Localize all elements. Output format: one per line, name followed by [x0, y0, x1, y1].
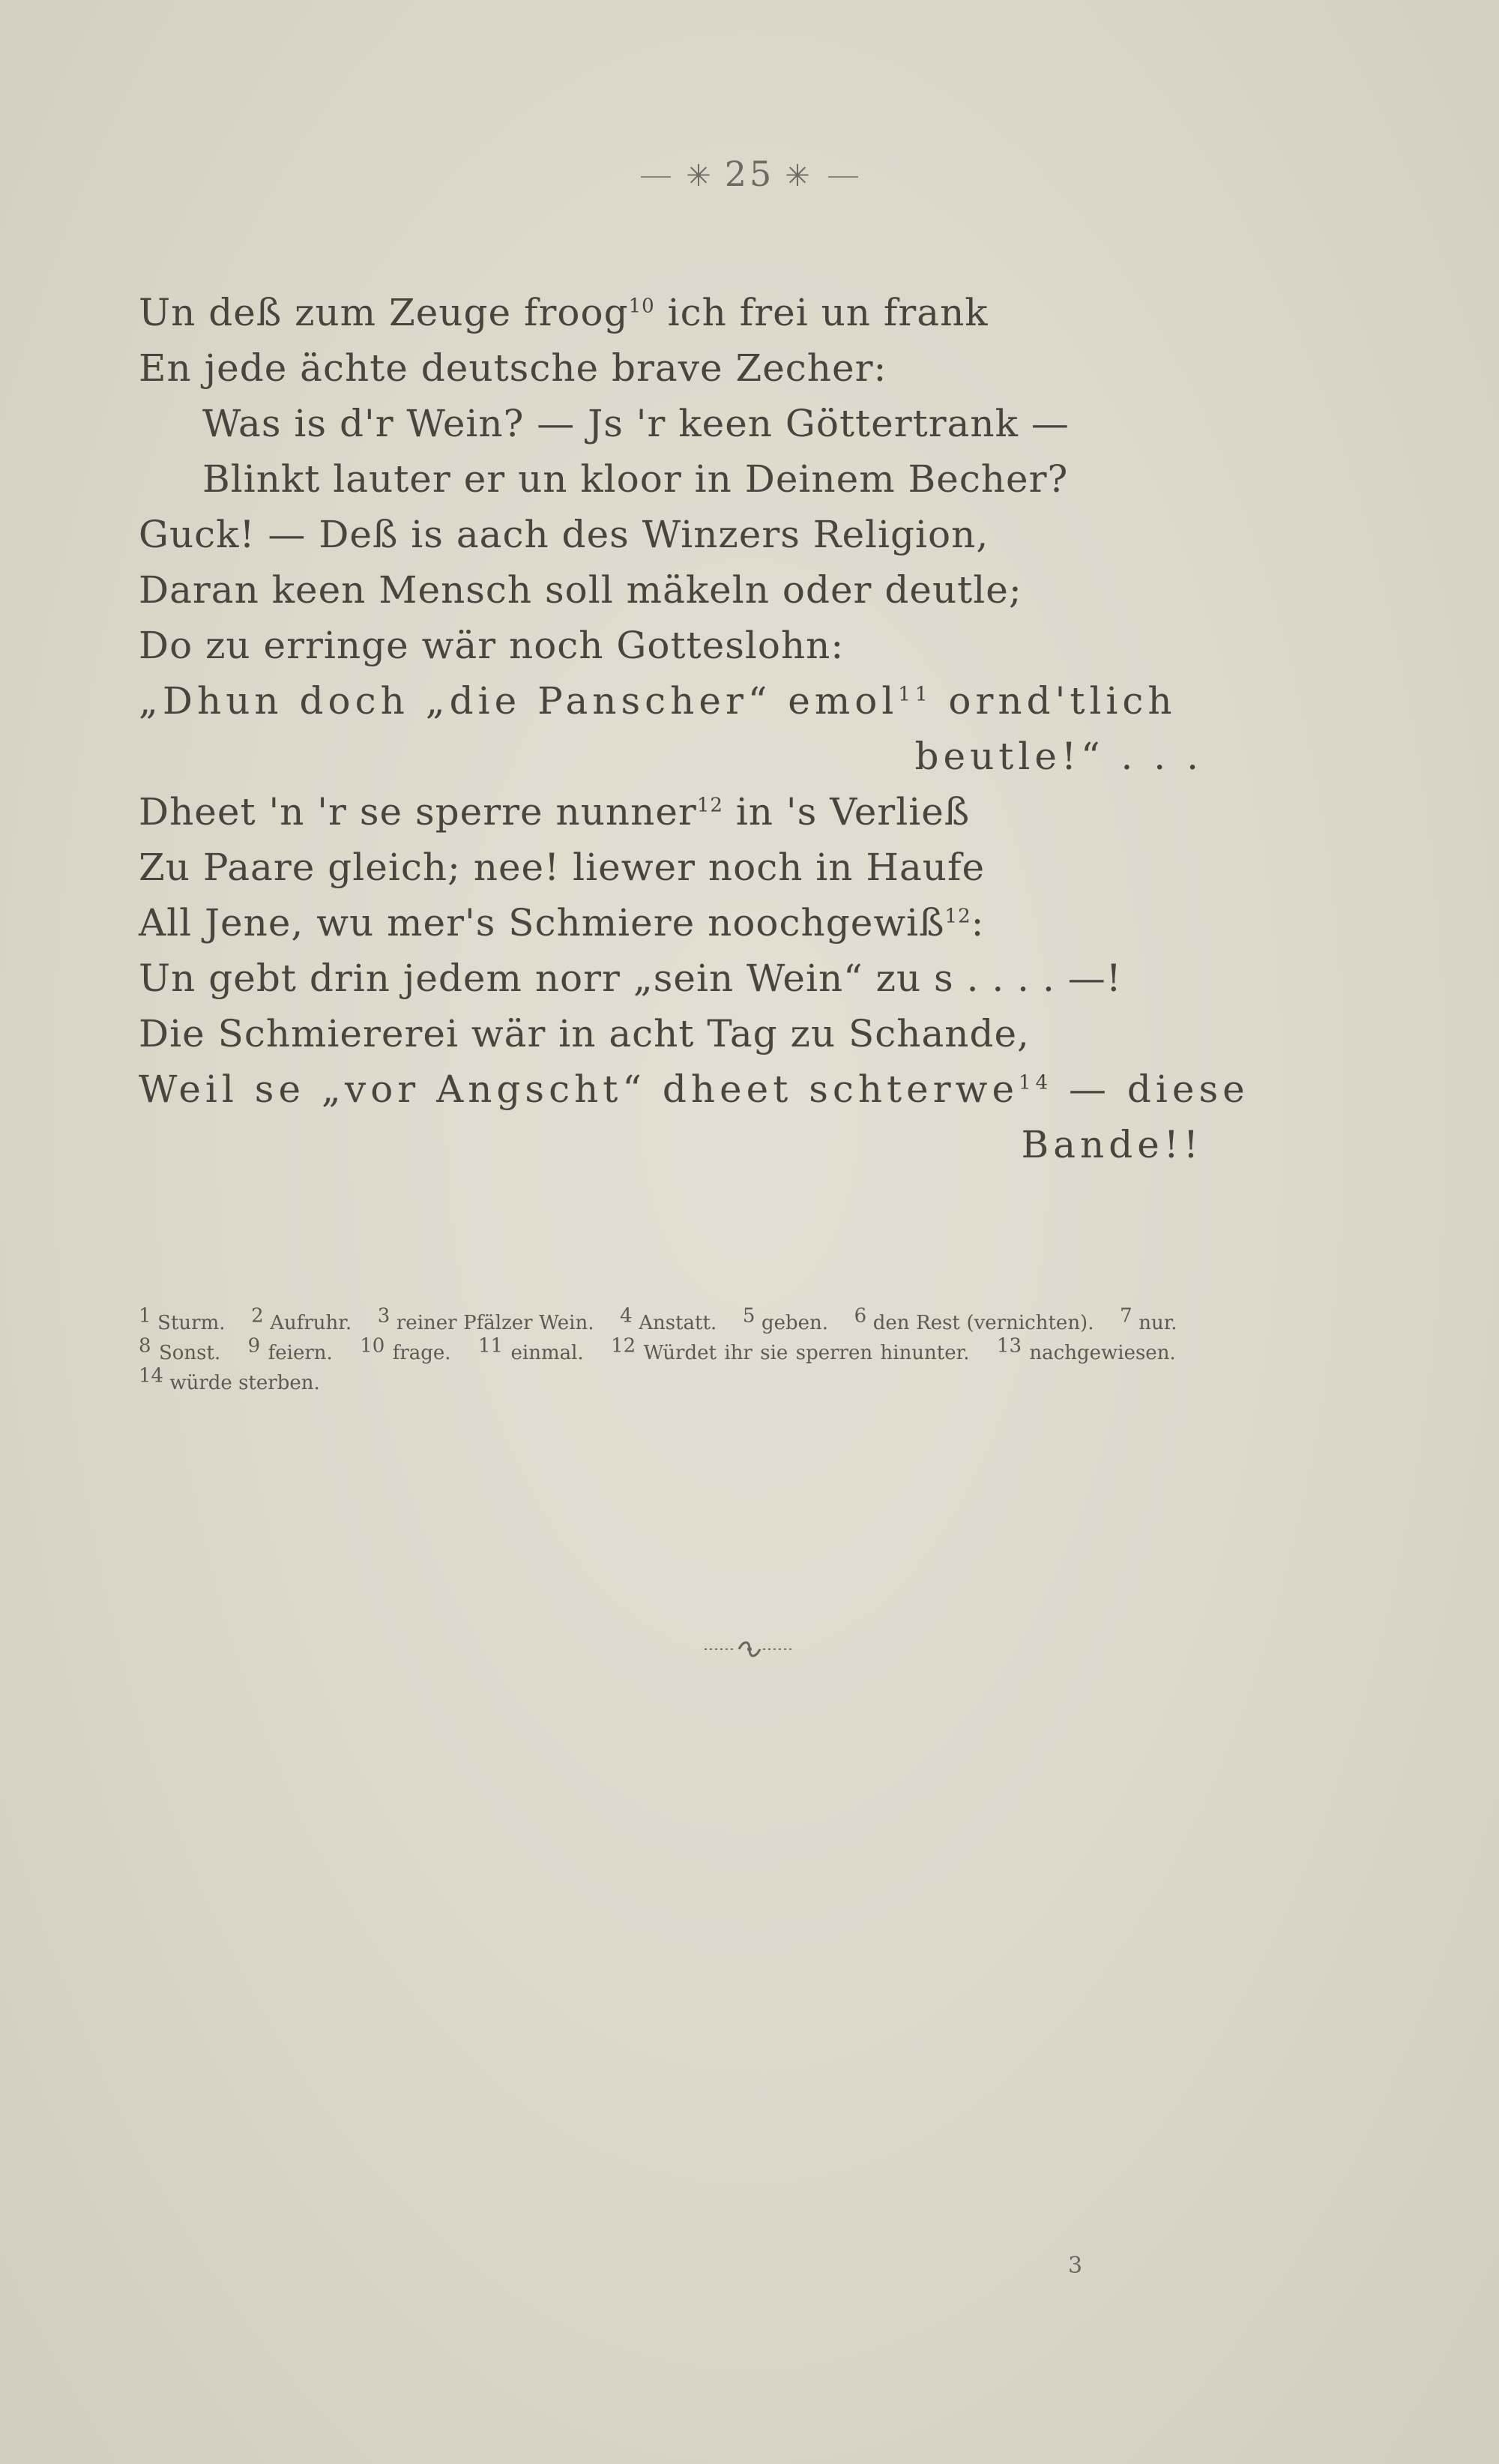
- footnote-text: nur.: [1138, 1312, 1177, 1334]
- footnote-text: würde sterben.: [169, 1372, 320, 1394]
- footnote-text: reiner Pfälzer Wein.: [396, 1312, 594, 1334]
- star-ornament-icon: ✳: [785, 159, 813, 193]
- verse-text: beutle!“ . . .: [914, 735, 1203, 778]
- footnote-number: 2: [251, 1304, 264, 1328]
- verse-text: Un deß zum Zeuge froog: [139, 291, 629, 334]
- footnote: [139, 1304, 226, 1334]
- footnote-text: den Rest (vernichten).: [872, 1312, 1094, 1334]
- verse-text-after: in 's Verließ: [723, 790, 971, 834]
- footnote-text: einmal.: [510, 1342, 584, 1364]
- footnote-number: 13: [996, 1334, 1022, 1358]
- verse-text: Do zu erringe wär noch Gotteslohn:: [139, 624, 845, 667]
- footnote-number: 8: [139, 1334, 151, 1358]
- verse-text: Bande!!: [1021, 1123, 1203, 1166]
- header-rule-right: [828, 176, 858, 178]
- footnote-text: frage.: [392, 1342, 451, 1364]
- verse-text: Blinkt lauter er un kloor in Deinem Becher?: [202, 457, 1069, 501]
- footnote: [1120, 1304, 1177, 1334]
- verse-text: En jede ächte deutsche brave Zecher:: [139, 346, 887, 390]
- footnote-marker: 11: [898, 683, 932, 706]
- footnote-number: 5: [742, 1304, 755, 1328]
- footnote: [247, 1334, 333, 1364]
- star-ornament-icon: ✳: [686, 159, 714, 193]
- footnote: [854, 1304, 1094, 1334]
- footnote: [611, 1334, 970, 1364]
- verse-line: [139, 618, 1203, 673]
- footnote-number: 14: [139, 1364, 164, 1388]
- verse-line: [139, 507, 1203, 562]
- footnote-number: 11: [478, 1334, 504, 1358]
- footnote: [996, 1334, 1176, 1364]
- verse-text: Was is d'r Wein? — Js 'r keen Göttertrank —: [202, 402, 1070, 445]
- footnote-number: 9: [247, 1334, 261, 1358]
- footnote-number: 6: [854, 1304, 867, 1328]
- footnote: [360, 1334, 451, 1364]
- footnote-number: 10: [360, 1334, 385, 1358]
- page-header: [0, 154, 1499, 194]
- footnote-number: 1: [139, 1304, 151, 1328]
- footnotes: [139, 1304, 1203, 1398]
- verse-line: [139, 562, 1203, 618]
- verse-line: [139, 951, 1203, 1006]
- verse-line: [139, 396, 1203, 451]
- footnote-number: 4: [620, 1304, 633, 1328]
- end-ornament-icon: [0, 1634, 1499, 1667]
- header-rule-left: [641, 176, 671, 178]
- footnote-marker: 14: [1019, 1071, 1053, 1094]
- footnote-text: Würdet ihr sie sperren hinunter.: [643, 1342, 970, 1364]
- footnote: [742, 1304, 829, 1334]
- verse-line: [139, 1117, 1203, 1172]
- verse-text: Daran keen Mensch soll mäkeln oder deutle;: [139, 568, 1022, 612]
- footnote-marker: 10: [628, 295, 655, 318]
- footnote: [139, 1364, 320, 1394]
- verse-text: Dheet 'n 'r se sperre nunner: [139, 790, 697, 834]
- poem-verse: [139, 285, 1249, 1172]
- footnote-marker: 12: [696, 794, 723, 817]
- footnote-number: 12: [611, 1334, 636, 1358]
- verse-text-after: — diese: [1052, 1067, 1249, 1111]
- page-number: 25: [724, 154, 775, 194]
- footnote: [139, 1334, 221, 1364]
- verse-text-after: ich frei un frank: [654, 291, 989, 334]
- verse-line: [139, 840, 1203, 895]
- footnote-text: Aufruhr.: [270, 1312, 352, 1334]
- verse-line: [139, 451, 1203, 507]
- footnote: [251, 1304, 352, 1334]
- footnote-text: nachgewiesen.: [1029, 1342, 1176, 1364]
- footnote: [377, 1304, 594, 1334]
- verse-text: Un gebt drin jedem norr „sein Wein“ zu s . . . . —!: [139, 957, 1122, 1000]
- footnote-number: 3: [377, 1304, 390, 1328]
- footnote-text: feiern.: [268, 1342, 333, 1364]
- verse-line: [139, 1061, 1249, 1117]
- verse-text-after: :: [971, 901, 985, 945]
- signature-mark: 3: [1068, 2253, 1083, 2279]
- verse-line: [139, 895, 1203, 951]
- verse-line: [139, 784, 1203, 840]
- verse-line: [139, 673, 1203, 729]
- footnote-marker: 12: [944, 905, 971, 928]
- footnote-text: geben.: [761, 1312, 829, 1334]
- verse-text-after: ornd'tlich: [932, 679, 1177, 723]
- footnote-number: 7: [1120, 1304, 1132, 1328]
- verse-text: All Jene, wu mer's Schmiere noochgewiß: [139, 901, 945, 945]
- verse-text: Die Schmiererei wär in acht Tag zu Schande,: [139, 1012, 1030, 1055]
- verse-line: [139, 1006, 1203, 1061]
- verse-text: Weil se „vor Angscht“ dheet schterwe: [139, 1067, 1019, 1111]
- verse-text: Guck! — Deß is aach des Winzers Religion,: [139, 513, 989, 556]
- footnote-text: Sonst.: [158, 1342, 221, 1364]
- verse-line: [139, 729, 1203, 784]
- footnote-text: Sturm.: [157, 1312, 226, 1334]
- footnote: [620, 1304, 717, 1334]
- verse-text: Zu Paare gleich; nee! liewer noch in Haufe: [139, 846, 986, 889]
- footnote-text: Anstatt.: [639, 1312, 717, 1334]
- footnote: [478, 1334, 584, 1364]
- verse-line: [139, 285, 1203, 340]
- verse-line: [139, 340, 1203, 396]
- verse-text: „Dhun doch „die Panscher“ emol: [139, 679, 899, 723]
